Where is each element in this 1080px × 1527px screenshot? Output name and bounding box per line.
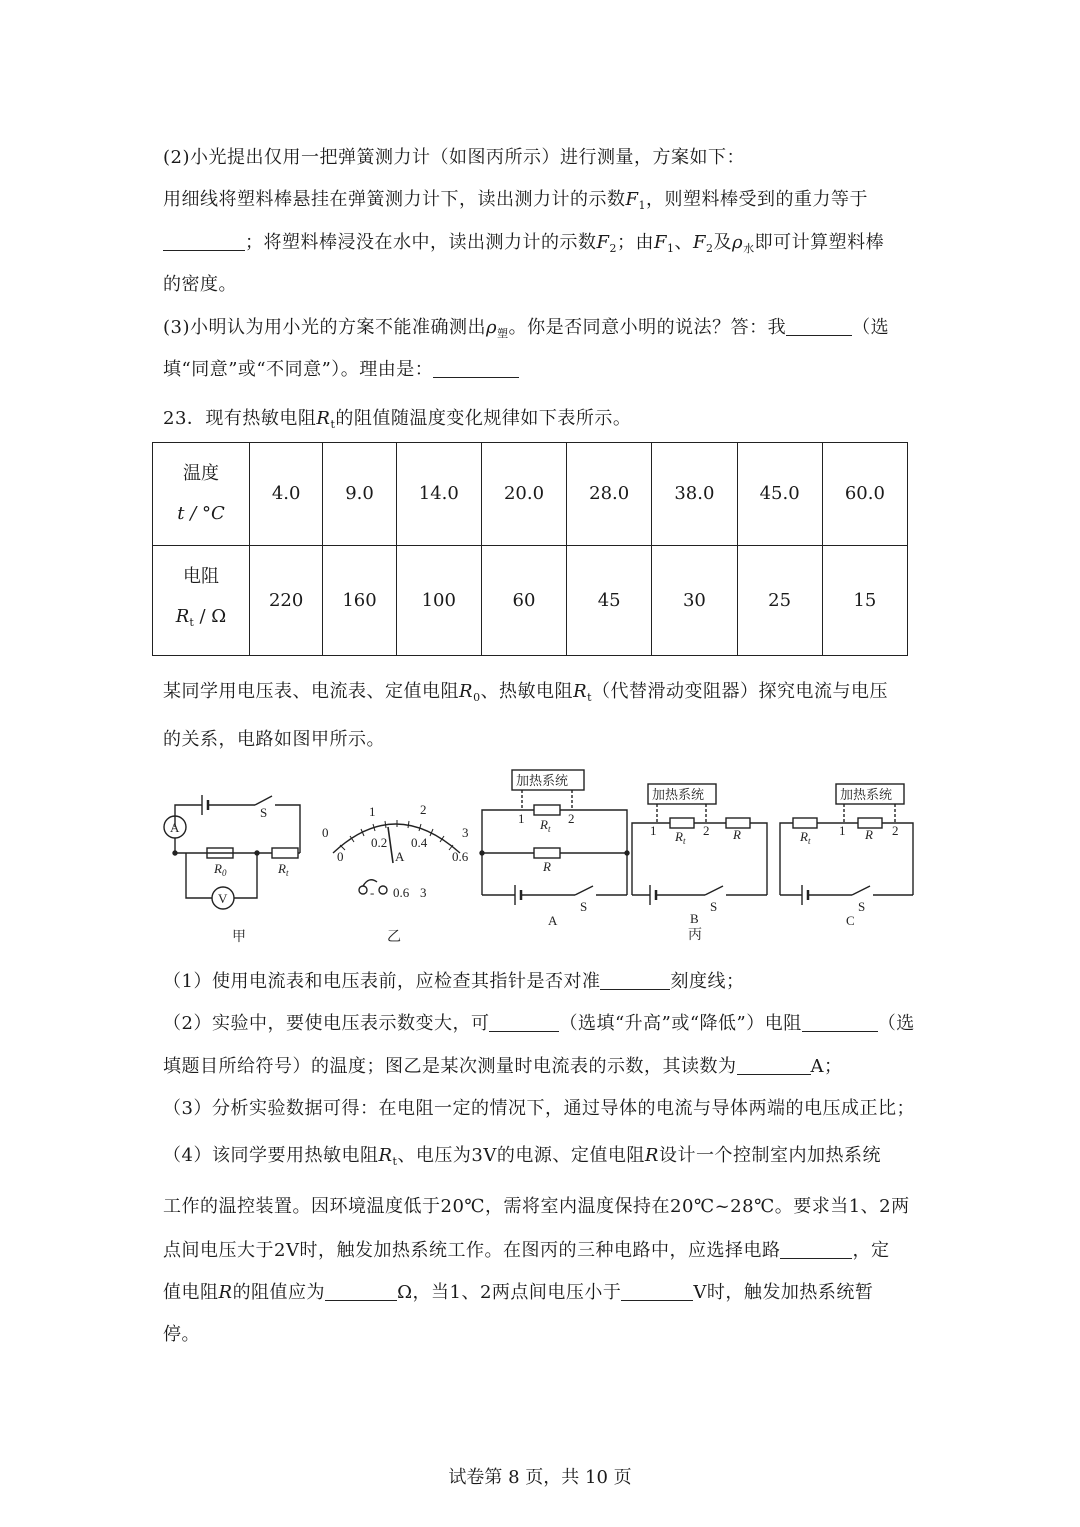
figure-bing-label: 丙 [688, 928, 702, 943]
q22-part2-line4: 的密度。 [163, 274, 237, 295]
table-cell: 45 [567, 545, 652, 655]
heat-system-label-c: 加热系统 [840, 787, 893, 802]
terminal-minus: - [370, 885, 375, 900]
table-cell: 100 [396, 545, 481, 655]
node-2-label-a: 2 [568, 811, 575, 826]
q23-sub4-line5: 停。 [163, 1324, 200, 1345]
table-cell: 4.0 [250, 443, 323, 546]
circuit-a-label: A [548, 913, 558, 928]
scale-top-0: 0 [322, 825, 329, 840]
figure-jia-circuit [164, 795, 300, 909]
figure-bing-circuit-a [480, 770, 629, 905]
scale-bottom-0: 0 [337, 849, 344, 864]
q23-intro: 23．现有热敏电阻$R_t$的阻值随温度变化规律如下表所示。 [163, 408, 632, 431]
answer-blank[interactable] [786, 317, 852, 336]
resistor-rt-symbol [272, 848, 298, 858]
answer-blank[interactable] [780, 1240, 852, 1259]
circuit-b-label: B [690, 911, 699, 926]
scale-bottom-06: 0.6 [452, 849, 469, 864]
q22-part3-line1: (3)小明认为用小光的方案不能准确测出$\rho_塑$。你是否同意小明的说法？答：我 （选 [163, 317, 890, 340]
q23-sub3: （3）分析实验数据可得：在电阻一定的情况下，通过导体的电流与导体两端的电压成正比； [163, 1098, 915, 1119]
table-cell: 30 [652, 545, 737, 655]
scale-bottom-04: 0.4 [411, 835, 428, 850]
q23-sub4-line4: 值电阻R的阻值应为 Ω，当1、2两点间电压小于 V时，触发加热系统暂 [163, 1282, 874, 1303]
q22-part2-line1: (2)小光提出仅用一把弹簧测力计（如图丙所示）进行测量，方案如下： [163, 147, 745, 168]
voltmeter-symbol-label: V [218, 891, 228, 906]
q23-sub2-line1: （2）实验中，要使电压表示数变大，可 （选填“升高”或“降低”）电阻 （选 [163, 1013, 915, 1034]
table-cell: 38.0 [652, 443, 737, 546]
dial-unit-a: A [395, 849, 405, 864]
switch-label-b: S [710, 899, 718, 914]
node-1-label-b: 1 [650, 823, 657, 838]
node-2-label-b: 2 [703, 823, 710, 838]
q22-part2-line2: 用细线将塑料棒悬挂在弹簧测力计下，读出测力计的示数$F_1$，则塑料棒受到的重力等于 [163, 189, 868, 212]
r-label-b: R [733, 827, 741, 842]
figure-bing-circuit-c [780, 784, 913, 905]
q23-sub1: （1）使用电流表和电压表前，应检查其指针是否对准 刻度线； [163, 971, 745, 992]
q22-part3-line2: 填“同意”或“不同意”）。理由是： [163, 355, 519, 381]
table-cell: 14.0 [396, 443, 481, 546]
answer-blank[interactable] [621, 1282, 693, 1301]
table-row-resistance [153, 545, 908, 655]
table-cell: 25 [737, 545, 822, 655]
heat-system-label-a: 加热系统 [516, 773, 569, 788]
figure-jia-label: 甲 [232, 930, 246, 945]
node-2-label-c: 2 [892, 823, 899, 838]
rt-label-a: $R_t$ [540, 817, 551, 834]
q23-setup-line1: 某同学用电压表、电流表、定值电阻$R_0$、热敏电阻$R_t$（代替滑动变阻器）探究电流与电压 [163, 681, 889, 704]
page-footer: 试卷第 8 页，共 10 页 [448, 1467, 632, 1488]
terminal-3: 3 [420, 885, 427, 900]
answer-blank[interactable] [325, 1282, 397, 1301]
r-label-a: R [543, 859, 551, 874]
table-cell: 220 [250, 545, 323, 655]
q23-sub4-line3: 点间电压大于2V时，触发加热系统工作。在图丙的三种电路中，应选择电路 ，定 [163, 1240, 890, 1261]
node-1-label-c: 1 [839, 823, 846, 838]
node-1-label-a: 1 [518, 811, 525, 826]
rt-label: $R_t$ [278, 861, 289, 878]
thermistor-table [152, 442, 908, 656]
answer-blank[interactable] [802, 1013, 878, 1032]
table-cell: 160 [323, 545, 396, 655]
table-row-temperature [153, 443, 908, 546]
table-cell: 45.0 [737, 443, 822, 546]
table-header-temperature: 温度 t / °C [153, 443, 250, 546]
table-cell: 60.0 [822, 443, 907, 546]
table-header-resistance: 电阻 $R_t$ / Ω [153, 545, 250, 655]
table-cell: 20.0 [481, 443, 566, 546]
dial-needle [388, 827, 393, 863]
heat-system-label-b: 加热系统 [652, 787, 705, 802]
scale-top-2: 2 [420, 802, 427, 817]
circuit-c-label: C [846, 913, 855, 928]
ammeter-symbol-label: A [170, 820, 180, 835]
scale-bottom-02: 0.2 [371, 835, 388, 850]
scale-top-3: 3 [462, 825, 469, 840]
q23-setup-line2: 的关系，电路如图甲所示。 [163, 729, 385, 750]
rt-label-b: $R_t$ [675, 829, 686, 846]
rt-label-c: $R_t$ [800, 829, 811, 846]
answer-blank[interactable] [737, 1056, 811, 1075]
table-cell: 28.0 [567, 443, 652, 546]
answer-blank[interactable] [489, 1013, 559, 1032]
terminal-06: 0.6 [393, 885, 410, 900]
table-cell: 15 [822, 545, 907, 655]
q22-part2-line3: ；将塑料棒浸没在水中，读出测力计的示数$F_2$；由$F_1$、$F_2$及$\rho_水$即可计算塑料棒 [163, 228, 884, 256]
q23-sub2-line2: 填题目所给符号）的温度；图乙是某次测量时电流表的示数，其读数为 A； [163, 1056, 843, 1077]
scale-top-1: 1 [369, 804, 376, 819]
r-label-c: R [865, 827, 873, 842]
circuit-figures [150, 765, 930, 945]
switch-label-c: S [858, 899, 866, 914]
answer-blank[interactable] [433, 359, 519, 378]
q23-sub4-line1: （4）该同学要用热敏电阻$R_t$、电压为3V的电源、定值电阻R设计一个控制室内加热系统 [163, 1145, 881, 1168]
figure-bing-circuit-b [632, 784, 767, 905]
switch-label-a: S [580, 899, 588, 914]
table-cell: 9.0 [323, 443, 396, 546]
figure-yi-label: 乙 [387, 930, 401, 945]
answer-blank[interactable] [163, 232, 245, 251]
q23-sub4-line2: 工作的温控装置。因环境温度低于20℃，需将室内温度保持在20℃~28℃。要求当1、2两 [163, 1196, 910, 1217]
switch-label: S [260, 805, 268, 820]
answer-blank[interactable] [600, 971, 670, 990]
r0-label: $R_0$ [214, 861, 227, 878]
table-cell: 60 [481, 545, 566, 655]
